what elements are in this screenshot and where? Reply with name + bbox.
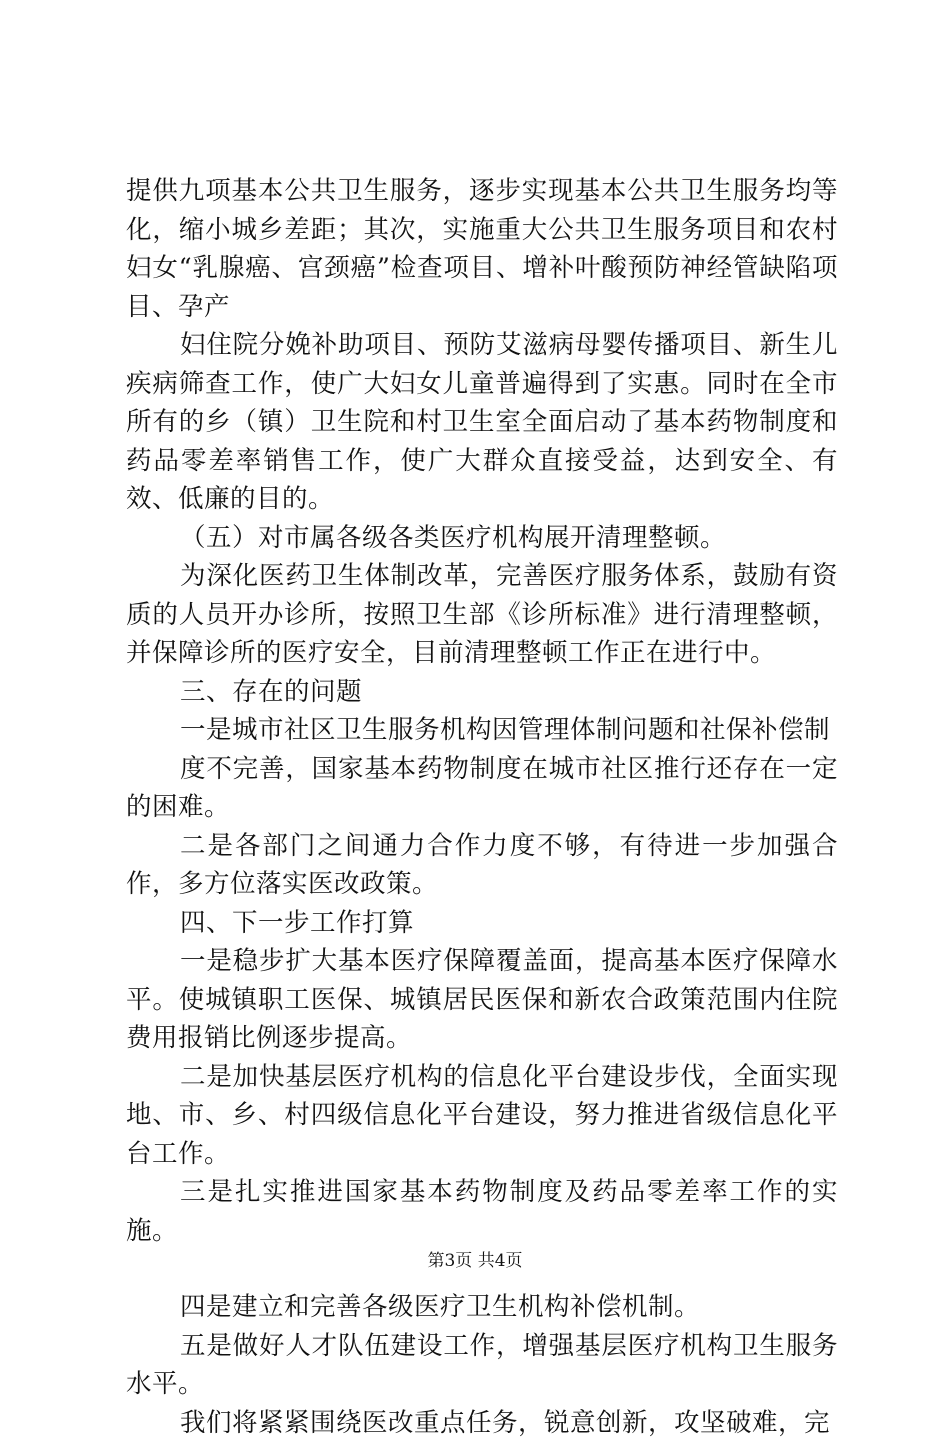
paragraph-3: （五）对市属各级各类医疗机构展开清理整顿。	[126, 519, 838, 558]
paragraph-10: 一是稳步扩大基本医疗保障覆盖面，提高基本医疗保障水平。使城镇职工医保、城镇居民医保和新农合政策范围内住院费用报销比例逐步提高。	[126, 942, 838, 1058]
paragraph-15: 我们将紧紧围绕医改重点任务，锐意创新，攻坚破难，完	[126, 1404, 838, 1442]
paragraph-13: 四是建立和完善各级医疗卫生机构补偿机制。	[126, 1288, 838, 1327]
section-heading-problems: 三、存在的问题	[126, 673, 838, 712]
paragraph-1: 提供九项基本公共卫生服务，逐步实现基本公共卫生服务均等化，缩小城乡差距；其次，实施重大公共卫生服务项目和农村妇女“乳腺癌、宫颈癌”检查项目、增补叶酸预防神经管缺陷项目、孕产	[126, 172, 838, 326]
paragraph-6: 一是城市社区卫生服务机构因管理体制问题和社保补偿制	[126, 711, 838, 750]
paragraph-4: 为深化医药卫生体制改革，完善医疗服务体系，鼓励有资质的人员开办诊所，按照卫生部《诊所标准》进行清理整顿，并保障诊所的医疗安全，目前清理整顿工作正在进行中。	[126, 557, 838, 673]
paragraph-7: 度不完善，国家基本药物制度在城市社区推行还存在一定的困难。	[126, 750, 838, 827]
page-number-footer: 第3页 共4页	[0, 1246, 950, 1271]
paragraph-2: 妇住院分娩补助项目、预防艾滋病母婴传播项目、新生儿疾病筛查工作，使广大妇女儿童普遍得到了实惠。同时在全市所有的乡（镇）卫生院和村卫生室全面启动了基本药物制度和药品零差率销售工作，使广大群众直接受益，达到安全、有效、低廉的目的。	[126, 326, 838, 519]
paragraph-12: 三是扎实推进国家基本药物制度及药品零差率工作的实施。	[126, 1173, 838, 1250]
section-heading-next-steps: 四、下一步工作打算	[126, 904, 838, 943]
paragraph-14: 五是做好人才队伍建设工作，增强基层医疗机构卫生服务水平。	[126, 1327, 838, 1404]
paragraph-11: 二是加快基层医疗机构的信息化平台建设步伐，全面实现地、市、乡、村四级信息化平台建设，努力推进省级信息化平台工作。	[126, 1058, 838, 1174]
paragraph-8: 二是各部门之间通力合作力度不够，有待进一步加强合作，多方位落实医改政策。	[126, 827, 838, 904]
